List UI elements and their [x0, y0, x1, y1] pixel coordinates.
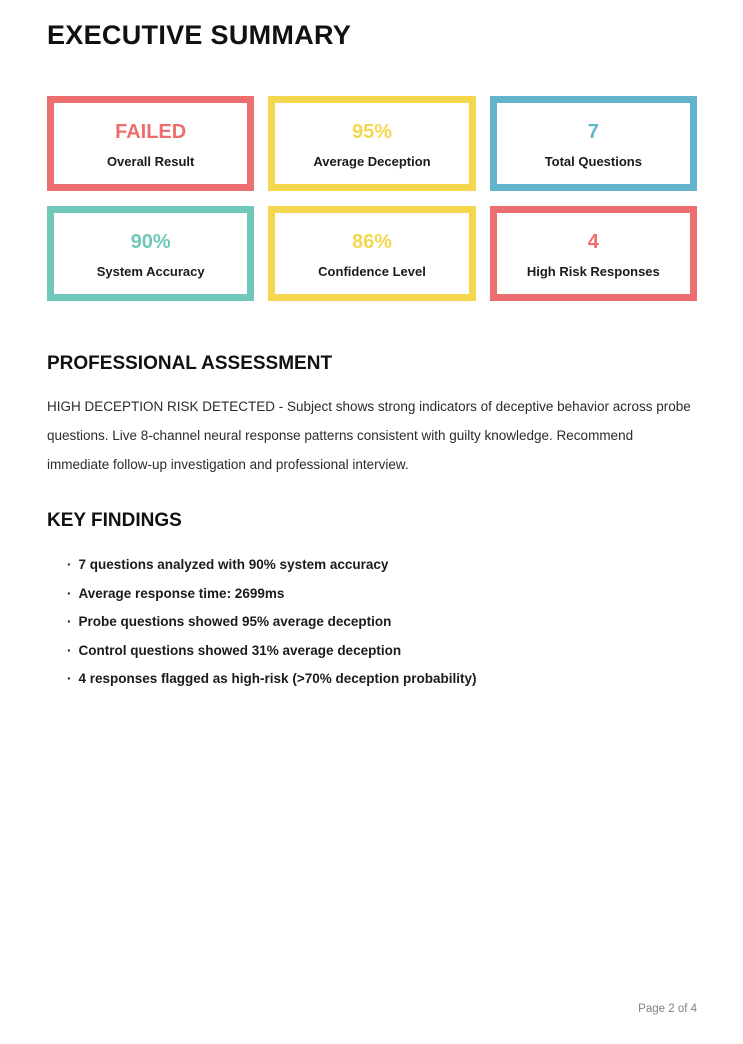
key-findings-list: [47, 551, 697, 694]
stat-card: [47, 96, 254, 191]
stat-card: [490, 206, 697, 301]
stat-value: 90%: [130, 230, 171, 253]
professional-assessment-heading: PROFESSIONAL ASSESSMENT: [47, 353, 333, 374]
key-finding-text: Probe questions showed 95% average deception: [78, 614, 392, 629]
stat-value: FAILED: [115, 120, 187, 143]
key-finding-item: [67, 608, 697, 637]
bullet-icon: ·: [67, 585, 72, 601]
bullet-icon: ·: [67, 557, 72, 572]
stat-label: Total Questions: [544, 153, 642, 169]
key-finding-item: [67, 580, 697, 609]
stat-card: [47, 206, 254, 301]
stats-grid: [47, 96, 697, 301]
stat-card: [268, 206, 475, 301]
stat-value: 7: [587, 120, 599, 143]
stat-label: Overall Result: [106, 153, 195, 169]
professional-assessment-text: HIGH DECEPTION RISK DETECTED - Subject shows strong indicators of deceptive behavior across probe questions. Live 8-channel neural response patterns consistent with guilty knowledge. Recommend immediate follow-up investigation and professional interview.: [47, 399, 691, 472]
key-finding-item: [67, 637, 697, 666]
bullet-icon: ·: [67, 614, 72, 629]
stat-label: High Risk Responses: [526, 263, 660, 279]
stat-label: Confidence Level: [318, 263, 426, 279]
bullet-icon: ·: [67, 642, 72, 658]
key-finding-item: [67, 551, 697, 580]
key-finding-item: [67, 665, 697, 694]
stat-label: Average Deception: [313, 153, 431, 169]
stat-label: System Accuracy: [96, 263, 205, 279]
page-number: Page 2 of 4: [638, 1003, 697, 1015]
page-title: EXECUTIVE SUMMARY: [47, 20, 352, 50]
stat-card: [490, 96, 697, 191]
key-finding-text: 4 responses flagged as high-risk (>70% deception probability): [78, 671, 477, 686]
key-findings-heading: KEY FINDINGS: [47, 510, 182, 531]
stat-card: [268, 96, 475, 191]
stat-value: 86%: [351, 230, 392, 253]
key-finding-text: Average response time: 2699ms: [78, 585, 285, 601]
key-finding-text: 7 questions analyzed with 90% system accuracy: [78, 557, 389, 572]
stat-value: 4: [587, 230, 599, 253]
key-finding-text: Control questions showed 31% average deception: [78, 642, 402, 658]
stat-value: 95%: [351, 120, 392, 143]
bullet-icon: ·: [67, 671, 72, 686]
